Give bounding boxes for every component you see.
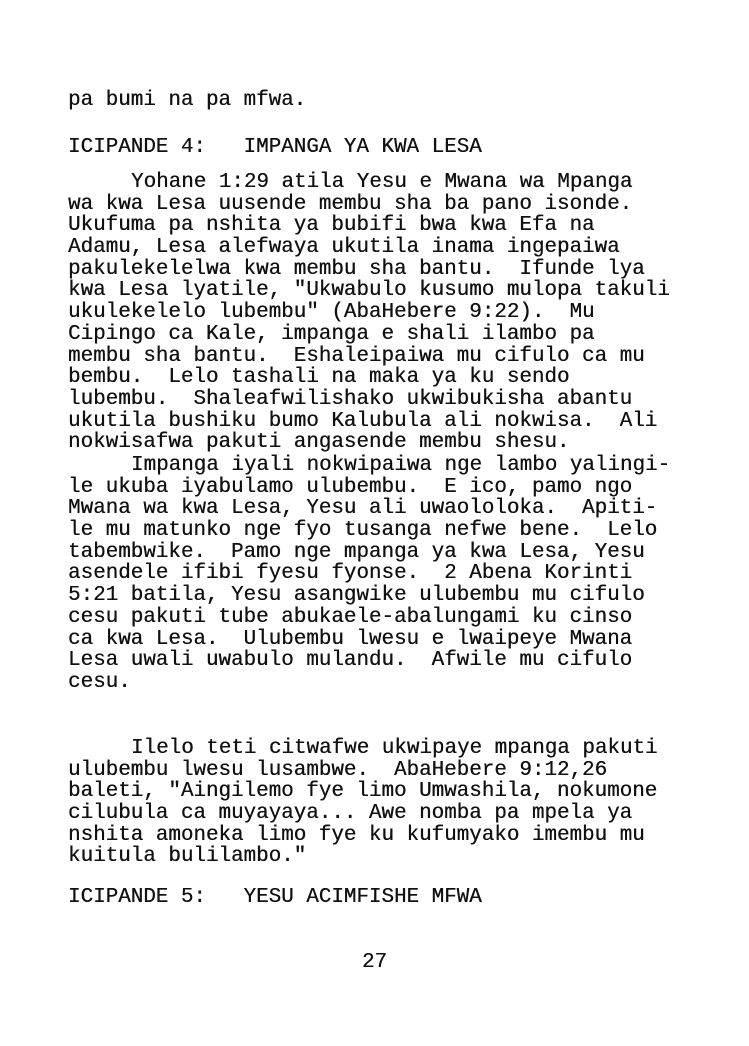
- text-line: Lesa uwali uwabulo mulandu. Afwile mu cifulo: [68, 649, 633, 673]
- heading-text: ICIPANDE 5: YESU ACIMFISHE MFWA: [68, 886, 482, 909]
- text-line: Adamu, Lesa alefwaya ukutila inama ingepaiwa: [68, 236, 620, 260]
- section-heading: [68, 887, 482, 909]
- page-number: 27: [361, 951, 388, 974]
- text-line: ukulekelelo lubembu" (AbaHebere 9:22). Mu: [68, 301, 595, 325]
- section-heading: [68, 137, 482, 159]
- paragraph: [68, 455, 670, 694]
- paragraph: [68, 172, 670, 454]
- text-line: ulubembu lwesu lusambwe. AbaHebere 9:12,26: [68, 758, 608, 782]
- text-line: Mwana wa kwa Lesa, Yesu ali uwaololoka. Apiti-: [68, 497, 658, 521]
- text-line: nokwisafwa pakuti angasende membu shesu.: [68, 431, 570, 455]
- text-line: cesu.: [68, 670, 131, 694]
- paragraph: [68, 738, 658, 868]
- text-line: asendele ifibi fyesu fyonse. 2 Abena Korinti: [68, 562, 633, 586]
- text-line: membu sha bantu. Eshaleipaiwa mu cifulo ca mu: [68, 344, 645, 368]
- text-line: Cipingo ca Kale, impanga e shali ilambo pa: [68, 322, 595, 346]
- heading-text: ICIPANDE 4: IMPANGA YA KWA LESA: [68, 136, 482, 159]
- text-line: bembu. Lelo tashali na maka ya ku sendo: [68, 366, 570, 390]
- text-line: pa bumi na pa mfwa.: [68, 89, 307, 112]
- continuation-text: [68, 90, 306, 112]
- text-line: le mu matunko nge fyo tusanga nefwe bene. Lelo: [68, 519, 658, 543]
- text-line: Impanga iyali nokwipaiwa nge lambo yalingi-: [131, 454, 671, 477]
- text-line: baleti, "Aingilemo fye limo Umwashila, nokumone: [68, 780, 658, 804]
- text-line: cesu pakuti tube abukaele-abalungami ku cinso: [68, 605, 633, 629]
- text-line: nshita amoneka limo fye ku kufumyako imembu mu: [68, 823, 645, 847]
- text-line: wa kwa Lesa uusende membu sha ba pano isonde.: [68, 192, 633, 216]
- text-line: kuitula bulilambo.": [68, 845, 307, 869]
- text-line: 5:21 batila, Yesu asangwike ulubembu mu cifulo: [68, 584, 645, 608]
- text-line: pakulekelelwa kwa membu sha bantu. Ifunde lya: [68, 257, 645, 281]
- text-line: tabembwike. Pamo nge mpanga ya kwa Lesa, Yesu: [68, 540, 645, 564]
- text-line: ca kwa Lesa. Ulubembu lwesu e lwaipeye Mwana: [68, 627, 633, 651]
- text-line: Yohane 1:29 atila Yesu e Mwana wa Mpanga: [131, 171, 633, 194]
- text-line: ukutila bushiku bumo Kalubula ali nokwisa. Ali: [68, 409, 658, 433]
- text-line: le ukuba iyabulamo ulubembu. E ico, pamo ngo: [68, 475, 633, 499]
- text-line: kwa Lesa lyatile, "Ukwabulo kusumo mulopa takuli: [68, 279, 670, 303]
- text-line: cilubula ca muyayaya... Awe nomba pa mpela ya: [68, 802, 633, 826]
- text-line: Ukufuma pa nshita ya bubifi bwa kwa Efa na: [68, 214, 595, 238]
- text-line: Ilelo teti citwafwe ukwipaye mpanga pakuti: [131, 737, 658, 760]
- text-line: lubembu. Shaleafwilishako ukwibukisha abantu: [68, 387, 633, 411]
